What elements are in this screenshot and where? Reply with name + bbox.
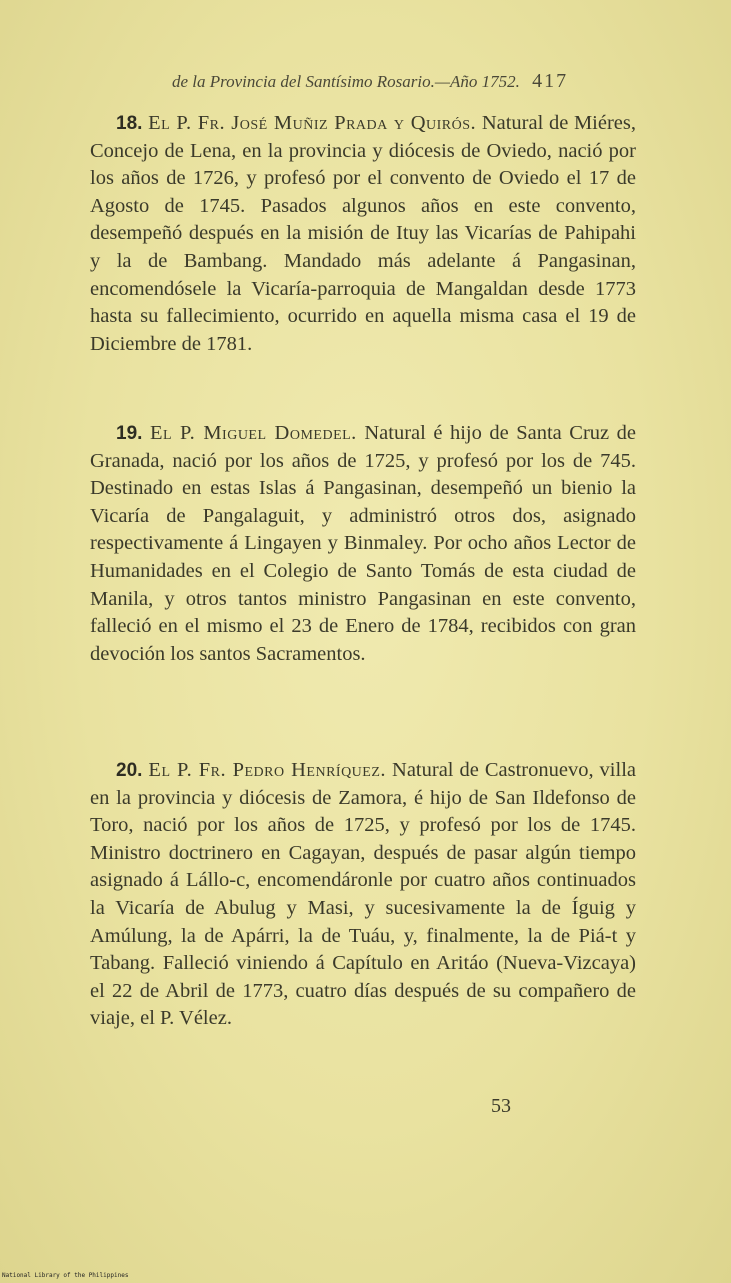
entry-text: Natural é hijo de Santa Cruz de Granada, nació por los años de 1725, y profesó por los de 745. Destinado en estas Islas á Pangasinan, desempeñó un bienio la Vicaría de Pangalaguit, y administró otros dos, asignado respectivamente á Lingayen y Binmaley. Por ocho años Lector de Humanidades en el Colegio de Santo Tomás de esta ciudad de Manila, y otros tantos ministro Pangasinan en este convento, falleció en el mismo el 23 de Enero de 1784, recibidos con gran devoción los santos Sacramentos. [90,422,637,665]
running-head [172,70,632,93]
entry-text: Natural de Miéres, Concejo de Lena, en la provincia y diócesis de Oviedo, nació por los años de 1726, y profesó por el convento de Oviedo el 17 de Agosto de 1745. Pasados algunos años en este convento, desempeñó después en la misión de Ituy las Vicarías de Pahipahi y la de Bambang. Mandado más adelante á Pangasinan, encomendósele la Vicaría-parroquia de Mangaldan desde 1773 hasta su fallecimiento, ocurrido en aquella misma casa el 19 de Diciembre de 1781. [90,112,637,355]
entry-number: 19. [116,423,143,444]
entry-name: El P. Fr. José Muñiz Prada y Quirós. [148,112,477,134]
page-number: 417 [532,70,569,92]
entry-19 [90,420,636,668]
library-credit: National Library of the Philippines [2,1272,129,1279]
entry-18 [90,110,636,358]
entry-name: El P. Miguel Domedel. [149,422,357,444]
entry-text: Natural de Castronuevo, villa en la provincia y diócesis de Zamora, é hijo de San Ildefonso de Toro, nació por los años de 1725, y profesó por los de 1745. Ministro doctrinero en Cagayan, después de pasar algún tiempo asignado á Lállo-c, encomendáronle por cuatro años continuados la Vicaría de Abulug y Masi, y sucesivamente la de Íguig y Amúlung, la de Apárri, la de Tuáu, y, finalmente, la de Piá-t y Tabang. Falleció viniendo á Capítulo en Aritáo (Nueva-Vizcaya) el 22 de Abril de 1773, cuatro días después de su compañero de viaje, el P. Vélez. [90,759,636,1030]
running-title: de la Provincia del Santísimo Rosario.—Año 1752. [172,72,520,91]
entry-name: El P. Fr. Pedro Henríquez. [148,759,387,781]
signature-mark: 53 [491,1095,511,1117]
entry-number: 20. [116,760,143,781]
entry-number: 18. [116,113,143,134]
entry-20 [90,757,636,1033]
